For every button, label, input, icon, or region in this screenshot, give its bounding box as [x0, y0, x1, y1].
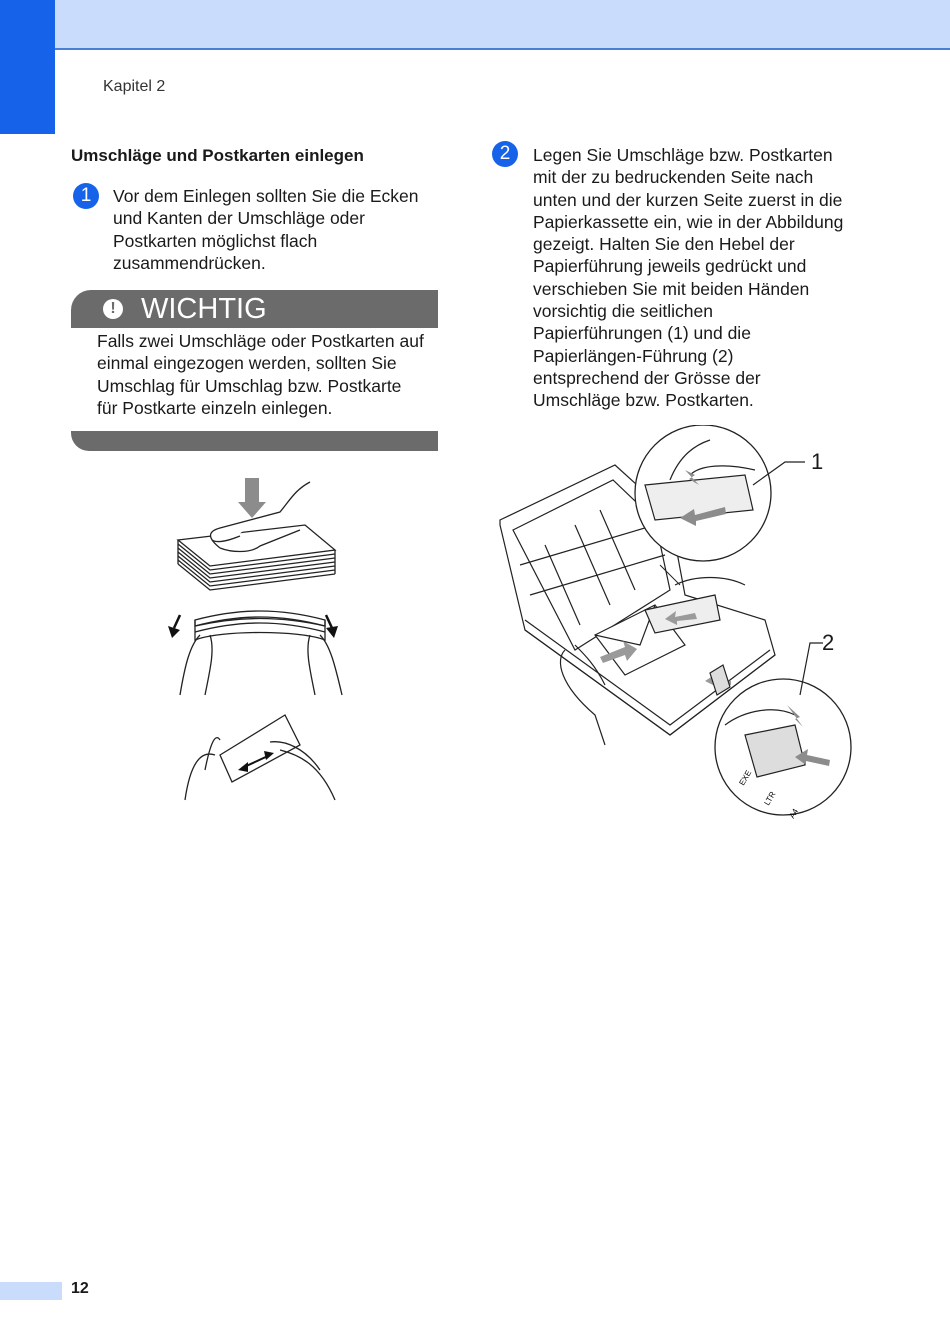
step-1-line: zusammendrücken. [113, 252, 266, 273]
step-2-line: vorsichtig die seitlichen [533, 301, 713, 322]
step-2-badge: 2 [492, 141, 518, 167]
zoom-circle-length-guide [715, 679, 851, 820]
envelope-stack [178, 525, 335, 590]
important-header [71, 290, 438, 328]
step-1-line: und Kanten der Umschläge oder [113, 208, 365, 229]
bend-hands [180, 611, 342, 695]
step-2-line: gezeigt. Halten Sie den Hebel der [533, 234, 795, 255]
envelope-flatten-illustration [160, 470, 360, 820]
chapter-tab [0, 0, 55, 134]
step-2-line: verschieben Sie mit beiden Händen [533, 278, 810, 299]
important-line: Umschlag für Umschlag bzw. Postkarte [97, 375, 402, 396]
section-title: Umschläge und Postkarten einlegen [71, 146, 364, 165]
callout-2: 2 [822, 630, 835, 655]
important-line: für Postkarte einzeln einlegen. [97, 397, 333, 418]
step-2-line: mit der zu bedruckenden Seite nach [533, 167, 814, 188]
tray-label-exe: EXE [737, 768, 754, 788]
arrow-down-icon [238, 478, 266, 518]
exclamation-icon: ! [103, 299, 123, 319]
step-2-line: Papierführung jeweils gedrückt und [533, 256, 807, 277]
arrow-down-right-icon [326, 615, 338, 638]
important-text [97, 330, 424, 419]
step-2-line: entsprechend der Grösse der [533, 367, 761, 388]
tray-label-a4: A4 [787, 807, 801, 820]
arrow-down-left-icon [168, 615, 180, 638]
important-footer-bar [71, 431, 438, 451]
step-2-text [533, 144, 843, 412]
callout-1: 1 [811, 449, 824, 474]
step-2-line: Papierkassette ein, wie in der Abbildung [533, 211, 844, 232]
step-1-line: Vor dem Einlegen sollten Sie die Ecken [113, 186, 419, 206]
tray-label-ltr: LTR [762, 789, 778, 808]
paper-tray-illustration [495, 425, 855, 820]
important-line: einmal eingezogen werden, sollten Sie [97, 353, 397, 374]
step-2-line: Papierführungen (1) und die [533, 323, 751, 344]
step-2-line: Umschläge bzw. Postkarten. [533, 390, 754, 411]
step-1-text [113, 185, 418, 274]
step-2-line: Legen Sie Umschläge bzw. Postkarten [533, 145, 833, 165]
step-1-line: Postkarten möglichst flach [113, 230, 318, 251]
page-number: 12 [71, 1280, 89, 1297]
important-line: Falls zwei Umschläge oder Postkarten auf [97, 331, 424, 351]
chapter-label: Kapitel 2 [103, 78, 166, 95]
important-label: WICHTIG [141, 293, 267, 325]
page-tab [0, 1282, 62, 1300]
step-2-line: Papierlängen-Führung (2) [533, 345, 734, 366]
header-band [0, 0, 950, 50]
step-2-line: unten und der kurzen Seite zuerst in die [533, 189, 843, 210]
flatten-hands [185, 715, 335, 800]
step-1-badge: 1 [73, 183, 99, 209]
